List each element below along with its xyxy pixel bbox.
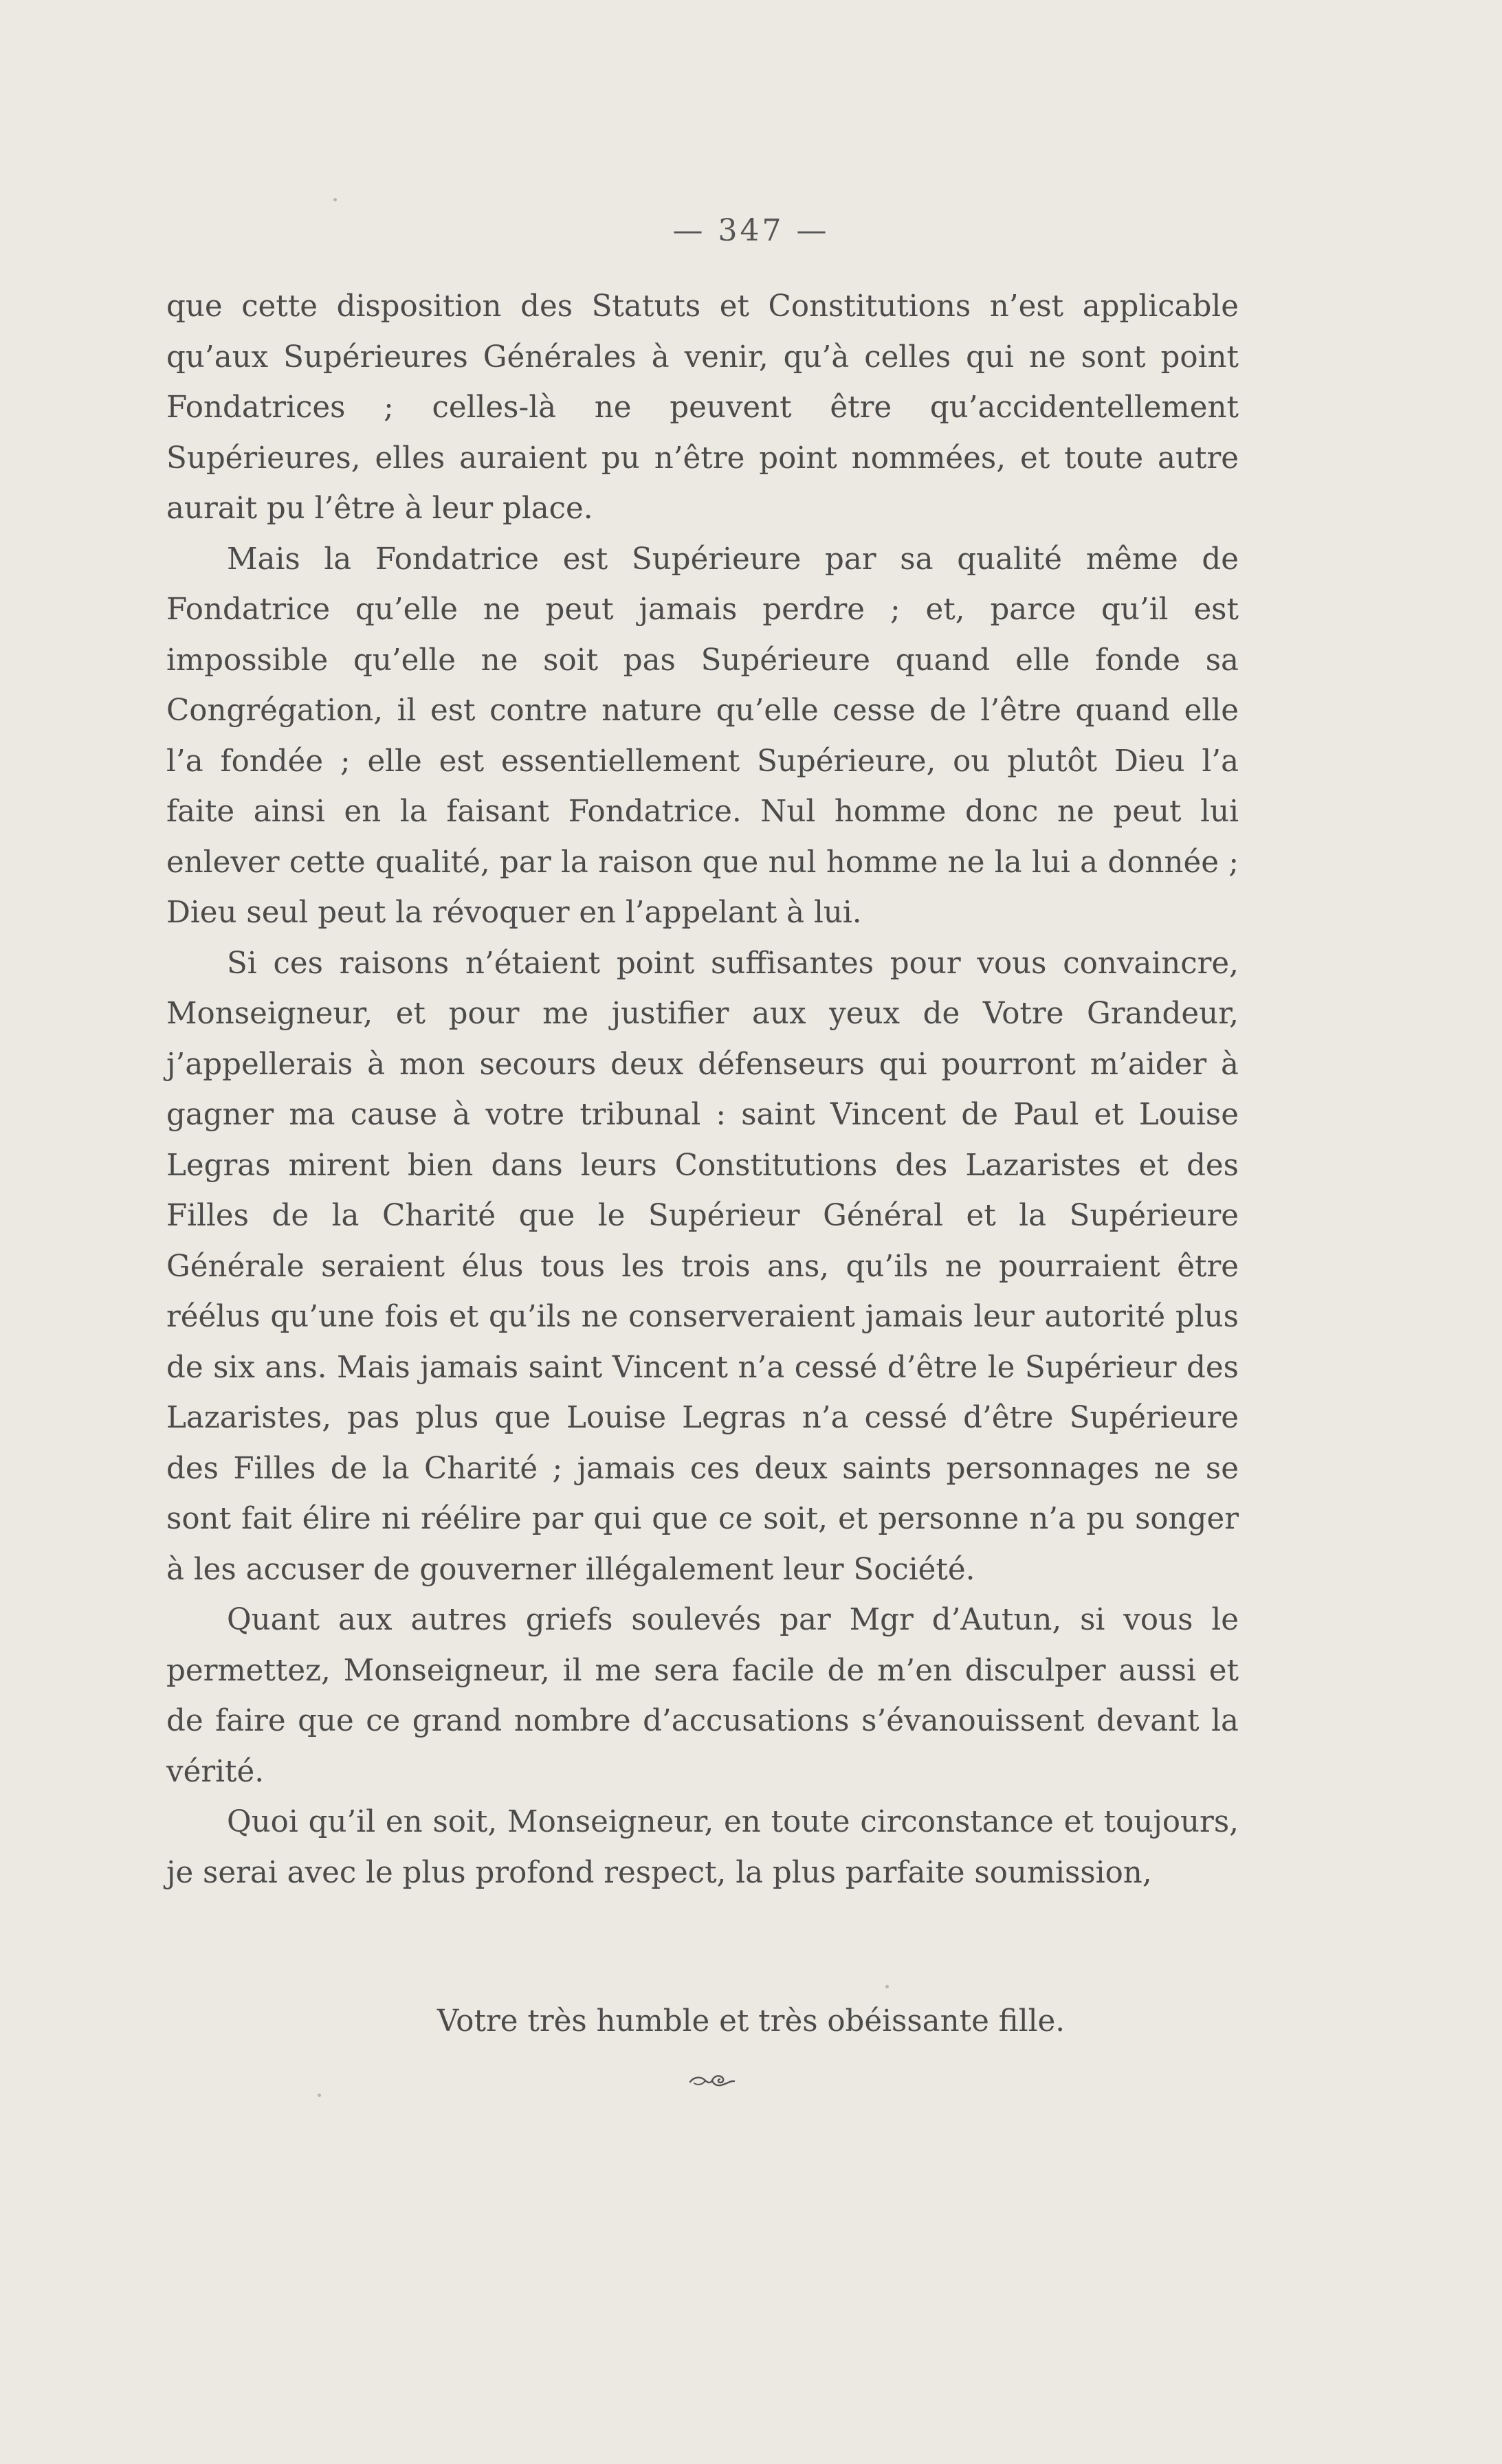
fleuron-ornament-icon bbox=[687, 2070, 737, 2091]
body-text bbox=[166, 282, 1239, 1898]
paragraph-5: Quoi qu’il en soit, Monseigneur, en toute circonstance et toujours, je serai avec le plus profond respect, la plus parfaite soumission, bbox=[166, 1805, 1239, 1890]
closing-signature: Votre très humble et très obéissante fille. bbox=[437, 2004, 1065, 2039]
paper-speck bbox=[333, 198, 337, 201]
paper-speck bbox=[885, 1985, 889, 1988]
paper-speck bbox=[318, 2094, 321, 2097]
paragraph-3: Si ces raisons n’étaient point suffisantes pour vous convaincre, Monseigneur, et pour me justifier aux yeux de Votre Grandeur, j’appellerais à mon secours deux défenseurs qui pourront m’aider à gagner ma cause à votre tribunal : saint Vincent de Paul et Louise Legras mirent bien dans leurs Constitutions des Lazaristes et des Filles de la Charité que le Supérieur Général et la Supérieure Générale seraient élus tous les trois ans, qu’ils ne pourraient être réélus qu’une fois et qu’ils ne conserveraient jamais leur autorité plus de six ans. Mais jamais saint Vincent n’a cessé d’être le Supérieur des Lazaristes, pas plus que Louise Legras n’a cessé d’être Supérieure des Filles de la Charité ; jamais ces deux saints personnages ne se sont fait élire ni réélire par qui que ce soit, et personne n’a pu songer à les accuser de gouverner illégalement leur Société. bbox=[166, 946, 1239, 1587]
paragraph-4: Quant aux autres griefs soulevés par Mgr d’Autun, si vous le permettez, Monseigneur, il me sera facile de m’en disculper aussi et de faire que ce grand nombre d’accusations s’évanouissent devant la vérité. bbox=[166, 1603, 1239, 1789]
paragraph-1: que cette disposition des Statuts et Constitutions n’est applicable qu’aux Supérieures Générales à venir, qu’à celles qui ne sont point Fondatrices ; celles-là ne peuvent être qu’accidentellement Supérieures, elles auraient pu n’être point nommées, et toute autre aurait pu l’être à leur place. bbox=[166, 289, 1239, 526]
page-number: — 347 — bbox=[672, 213, 830, 248]
paragraph-2: Mais la Fondatrice est Supérieure par sa qualité même de Fondatrice qu’elle ne peut jamais perdre ; et, parce qu’il est impossible qu’elle ne soit pas Supérieure quand elle fonde sa Congrégation, il est contre nature qu’elle cesse de l’être quand elle l’a fondée ; elle est essentiellement Supérieure, ou plutôt Dieu l’a faite ainsi en la faisant Fondatrice. Nul homme donc ne peut lui enlever cette qualité, par la raison que nul homme ne la lui a donnée ; Dieu seul peut la révoquer en l’appelant à lui. bbox=[166, 542, 1239, 930]
